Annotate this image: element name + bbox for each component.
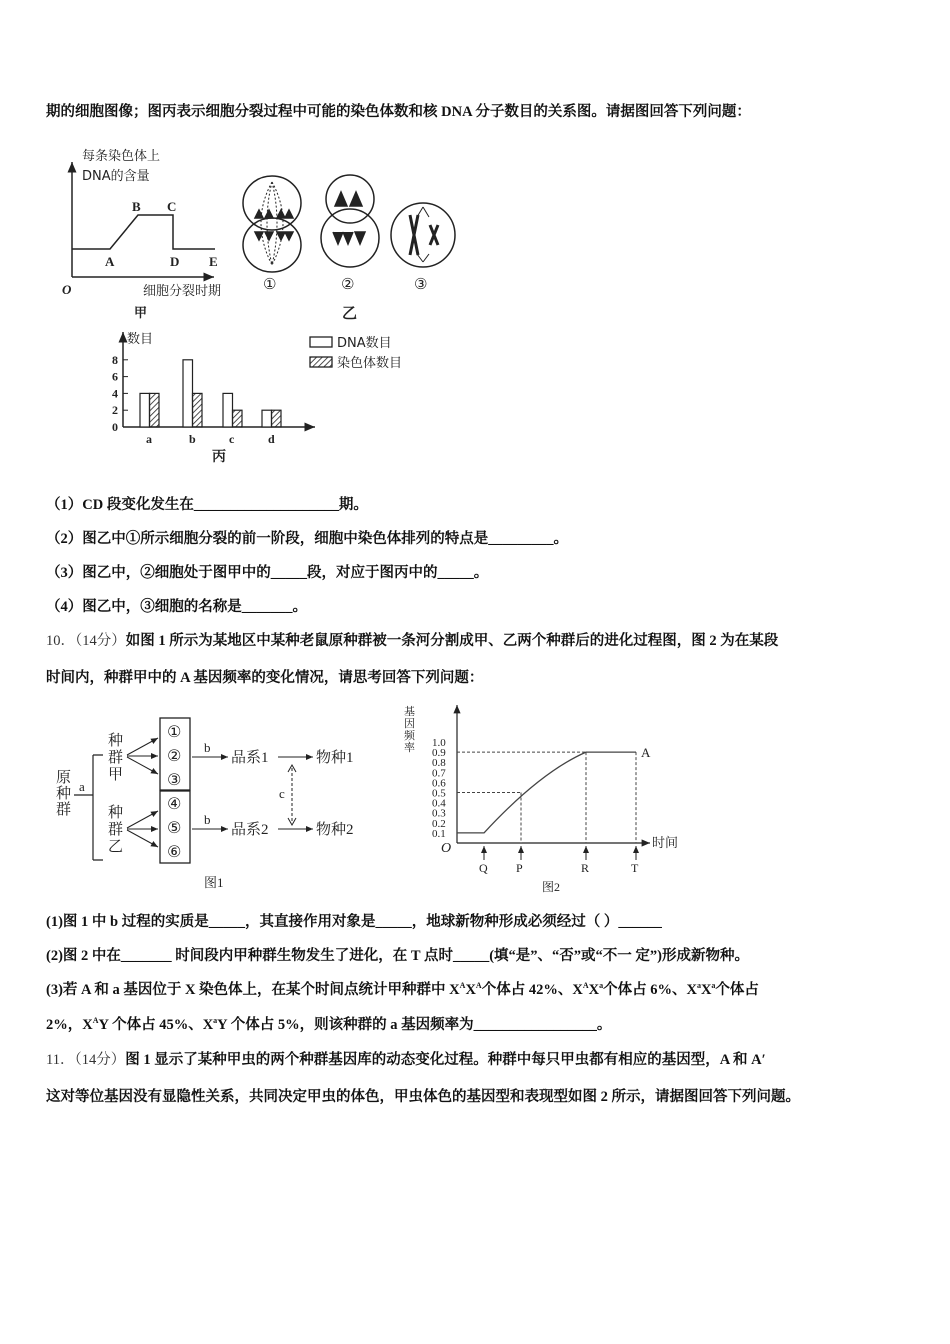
q10-part3-line2 bbox=[46, 1016, 611, 1034]
dna-content-line bbox=[72, 215, 215, 249]
figure-1-evolution bbox=[56, 718, 354, 890]
cell-1-illustration bbox=[243, 176, 301, 272]
bar-chromosome-c bbox=[233, 410, 243, 427]
q11-stem-1 bbox=[46, 1051, 766, 1069]
q10-part1: (1)图 1 中 b 过程的实质是_____，其直接作用对象是_____，地球新物种形成必须经过（ ）______ bbox=[46, 914, 662, 930]
y-tick-label: 0.8 bbox=[432, 757, 446, 770]
x-tick-label: d bbox=[268, 432, 275, 446]
y-tick-label: 0.5 bbox=[432, 787, 446, 800]
y-tick-label: 0.7 bbox=[432, 767, 446, 780]
cell-label-1: ① bbox=[263, 275, 277, 293]
y-label: 数目 bbox=[127, 332, 154, 347]
text: 个体占 6%、X bbox=[603, 982, 697, 998]
y-tick-label: 0 bbox=[112, 420, 118, 434]
y-label-char: 因 bbox=[404, 718, 415, 730]
q10-stem-2: 时间内，种群甲中的 A 基因频率的变化情况，请思考回答下列问题： bbox=[46, 670, 484, 686]
cell-label-2: ② bbox=[341, 275, 355, 293]
cell-2-illustration bbox=[321, 175, 379, 267]
variant-circle-2: ② bbox=[167, 746, 182, 765]
y-tick-label: 8 bbox=[112, 352, 118, 367]
y-tick-label: 2 bbox=[112, 403, 118, 418]
point-c: C bbox=[167, 199, 177, 214]
y-label-char: 频 bbox=[404, 730, 415, 742]
pop-yi-char: 种 bbox=[108, 805, 124, 821]
text: X bbox=[465, 982, 476, 998]
q9-part4: （4）图乙中，③细胞的名称是_______。 bbox=[46, 599, 307, 615]
cell-label-3: ③ bbox=[414, 275, 428, 293]
legend-swatch-chromosome bbox=[310, 357, 332, 367]
x-tick-label: a bbox=[146, 432, 152, 446]
time-mark-label: T bbox=[631, 861, 639, 875]
curve-label-a: A bbox=[641, 745, 651, 760]
q9-part2: （2）图乙中①所示细胞分裂的前一阶段，细胞中染色体排列的特点是_________。 bbox=[46, 531, 568, 547]
figure-yi bbox=[243, 175, 455, 272]
time-mark-label: P bbox=[516, 861, 523, 875]
bar-chromosome-a bbox=[150, 393, 160, 427]
q11-number: 11．（14分） bbox=[46, 1052, 126, 1068]
species-1: 物种1 bbox=[316, 750, 354, 766]
sup: A bbox=[582, 981, 589, 990]
x-tick-label: b bbox=[189, 432, 196, 446]
y-tick-label: 0.9 bbox=[432, 747, 446, 760]
q10-part3-line1 bbox=[46, 981, 759, 999]
x-label: 时间 bbox=[652, 835, 679, 850]
y-tick-label: 0.2 bbox=[432, 817, 446, 830]
variant-circle-4: ④ bbox=[167, 794, 182, 813]
q10-part2: (2)图 2 中在_______ 时间段内甲种群生物发生了进化，在 T 点时_____(填“是”、“否”或“不一 定”)形成新物种。 bbox=[46, 948, 749, 964]
figure-jia bbox=[62, 148, 221, 321]
text: X bbox=[588, 982, 600, 998]
variant-circle-3: ③ bbox=[167, 770, 182, 789]
x-tick-label: c bbox=[229, 432, 235, 446]
bar-chromosome-d bbox=[272, 410, 282, 427]
y-label-char: 基 bbox=[404, 706, 415, 718]
variant-circle-1: ① bbox=[167, 722, 182, 741]
legend-chromosome-label: 染色体数目 bbox=[337, 356, 403, 371]
sup: a bbox=[711, 981, 716, 990]
point-b: B bbox=[132, 199, 141, 214]
caption-bing: 丙 bbox=[212, 449, 226, 465]
bar-dna-b bbox=[183, 360, 193, 427]
pop-yi-char: 群 bbox=[108, 822, 124, 838]
y-tick-label: 0.4 bbox=[432, 797, 446, 810]
y-tick-label: 4 bbox=[112, 386, 118, 401]
process-c-label: c bbox=[279, 786, 285, 801]
figure-bing bbox=[112, 331, 402, 465]
origin-pop-char: 种 bbox=[56, 786, 72, 802]
q11-stem-2: 这对等位基因没有显隐性关系，共同决定甲虫的体色，甲虫体色的基因型和表现型如图 2 所示，请据图回答下列问题。 bbox=[46, 1089, 800, 1105]
sup: A bbox=[475, 981, 482, 990]
y-tick-label: 0.6 bbox=[432, 777, 446, 790]
q10-stem-text: 如图 1 所示为某地区中某种老鼠原种群被一条河分割成甲、乙两个种群后的进化过程图，图 2 为在某段 bbox=[125, 633, 779, 649]
text: 个体占 42%、X bbox=[481, 982, 583, 998]
origin-pop-char: 原 bbox=[56, 770, 72, 786]
variant-circle-6: ⑥ bbox=[167, 842, 182, 861]
origin-pop-char: 群 bbox=[56, 802, 72, 818]
y-tick-label: 6 bbox=[112, 369, 118, 384]
caption-yi: 乙 bbox=[342, 304, 358, 322]
point-d: D bbox=[170, 254, 180, 269]
bar-dna-c bbox=[223, 393, 233, 427]
y-label-2: DNA的含量 bbox=[82, 169, 150, 184]
pop-jia-char: 种 bbox=[108, 733, 124, 749]
strain-1: 品系1 bbox=[231, 750, 269, 766]
legend-swatch-dna bbox=[310, 337, 332, 347]
y-tick-label: 1.0 bbox=[432, 737, 446, 749]
y-tick-label: 0.3 bbox=[432, 807, 446, 820]
text: Y 个体占 45%、X bbox=[98, 1017, 214, 1033]
pop-jia-char: 甲 bbox=[108, 767, 124, 783]
y-tick-label: 0.1 bbox=[432, 827, 446, 840]
bar-dna-d bbox=[262, 410, 272, 427]
time-mark-label: R bbox=[581, 861, 590, 875]
q10-stem-1 bbox=[46, 632, 778, 650]
time-mark-label: Q bbox=[479, 861, 488, 875]
sup: a bbox=[696, 981, 701, 990]
y-label-1: 每条染色体上 bbox=[82, 149, 161, 164]
point-a: A bbox=[105, 254, 115, 269]
caption-fig2: 图2 bbox=[542, 880, 561, 894]
sup: a bbox=[213, 1016, 218, 1025]
caption-fig1: 图1 bbox=[204, 875, 224, 890]
text: 2%，X bbox=[46, 1017, 93, 1033]
text: 个体占 bbox=[715, 982, 759, 998]
q10-number: 10．（14分） bbox=[46, 633, 126, 649]
legend-dna-label: DNA数目 bbox=[337, 336, 392, 351]
intro-text: 期的细胞图像；图丙表示细胞分裂过程中可能的染色体数和核 DNA 分子数目的关系图。请据图回答下列问题： bbox=[46, 104, 751, 120]
q9-part1: （1）CD 段变化发生在____________________期。 bbox=[46, 497, 368, 513]
pop-yi-char: 乙 bbox=[108, 839, 124, 855]
text: (3)若 A 和 a 基因位于 X 染色体上，在某个时间点统计甲种群中 X bbox=[46, 982, 460, 998]
sup: A bbox=[92, 1016, 99, 1025]
process-a-label: a bbox=[79, 779, 85, 794]
sup: A bbox=[459, 981, 466, 990]
text: X bbox=[700, 982, 712, 998]
sup: a bbox=[599, 981, 604, 990]
variant-circle-5: ⑤ bbox=[167, 818, 182, 837]
origin-label: O bbox=[441, 841, 452, 856]
bar-chromosome-b bbox=[193, 393, 203, 427]
q11-stem-text: 图 1 显示了某种甲虫的两个种群基因库的动态变化过程。种群中每只甲虫都有相应的基因型，A 和 A′ bbox=[125, 1052, 766, 1068]
x-label: 细胞分裂时期 bbox=[143, 284, 222, 299]
process-b-label: b bbox=[204, 812, 211, 827]
bar-dna-a bbox=[140, 393, 150, 427]
origin-label: O bbox=[62, 282, 72, 297]
q9-part3: （3）图乙中，②细胞处于图甲中的_____段，对应于图丙中的_____。 bbox=[46, 565, 489, 581]
text: Y 个体占 5%，则该种群的 a 基因频率为_________________。 bbox=[217, 1017, 612, 1033]
process-b-label: b bbox=[204, 740, 211, 755]
y-label-char: 率 bbox=[404, 742, 415, 754]
point-e: E bbox=[209, 254, 218, 269]
caption-jia: 甲 bbox=[134, 306, 148, 321]
pop-jia-char: 群 bbox=[108, 750, 124, 766]
strain-2: 品系2 bbox=[231, 822, 269, 838]
figure-2-gene-frequency bbox=[404, 704, 678, 894]
species-2: 物种2 bbox=[316, 822, 354, 838]
cell-3-illustration bbox=[391, 203, 455, 267]
